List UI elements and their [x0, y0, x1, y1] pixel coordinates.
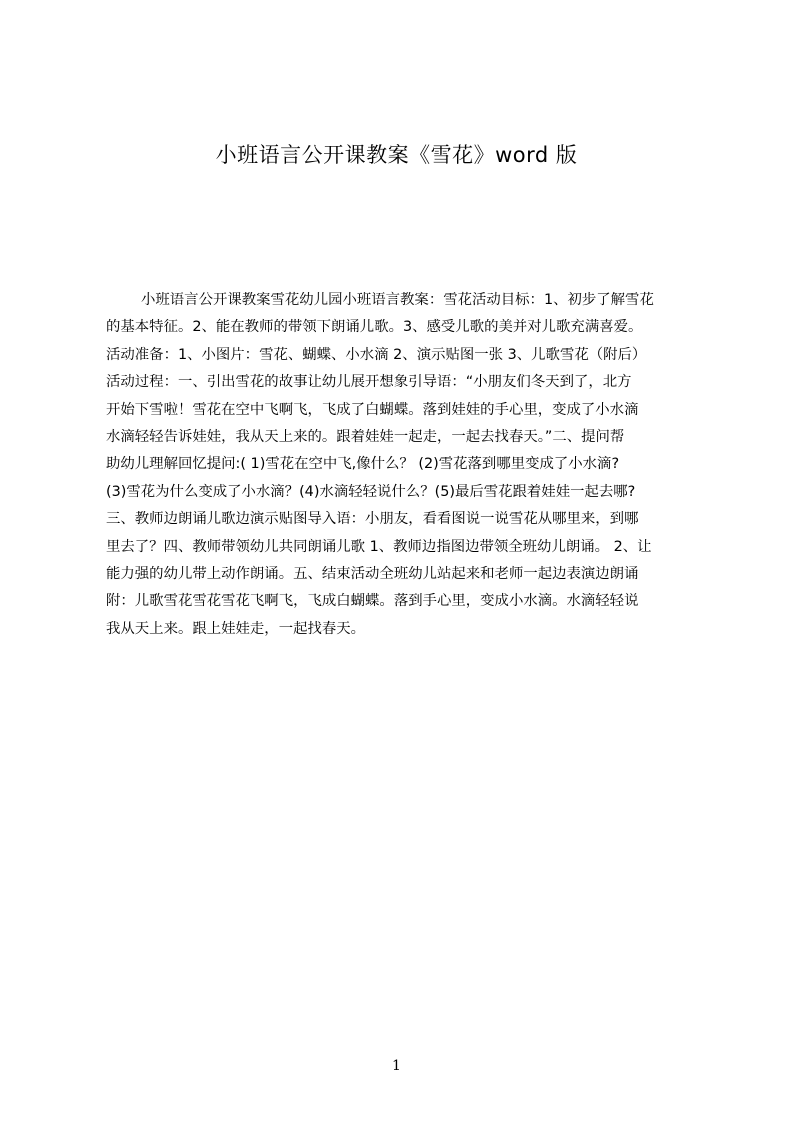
body-line: 的基本特征。2、能在教师的带领下朗诵儿歌。3、感受儿歌的美并对儿歌充满喜爱。 — [106, 319, 643, 336]
body-line: 水滴轻轻告诉娃娃，我从天上来的。跟着娃娃一起走，一起去找春天。”二、提问帮 — [106, 428, 625, 445]
body-line: 里去了？四、教师带领幼儿共同朗诵儿歌 1、教师边指图边带领全班幼儿朗诵。 2、让 — [106, 538, 652, 555]
body-line: 三、教师边朗诵儿歌边演示贴图导入语：小朋友，看看图说一说雪花从哪里来，到哪 — [106, 511, 639, 528]
body-line: 助幼儿理解回忆提问:( 1)雪花在空中飞,像什么？ (2)雪花落到哪里变成了小水滴? — [106, 456, 620, 473]
body-paragraph — [106, 287, 698, 647]
body-line: 我从天上来。跟上娃娃走，一起找春天。 — [106, 620, 366, 637]
document-title: 小班语言公开课教案《雪花》word 版 — [215, 143, 578, 167]
body-line: 能力强的幼儿带上动作朗诵。五、结束活动全班幼儿站起来和老师一起边表演边朗诵 — [106, 565, 639, 582]
body-line: 附：儿歌雪花雪花雪花飞啊飞，飞成白蝴蝶。落到手心里，变成小水滴。水滴轻轻说 — [106, 593, 639, 610]
body-line: 活动过程：一、引出雪花的故事让幼儿展开想象引导语：“小朋友们冬天到了，北方 — [106, 374, 632, 391]
page-number: 1 — [392, 1058, 401, 1074]
body-line: 开始下雪啦！雪花在空中飞啊飞，飞成了白蝴蝶。落到娃娃的手心里，变成了小水滴 — [106, 401, 639, 418]
body-line: (3)雪花为什么变成了小水滴？(4)水滴轻轻说什么？(5)最后雪花跟着娃娃一起去哪? — [106, 483, 636, 500]
body-line: 小班语言公开课教案雪花幼儿园小班语言教案：雪花活动目标：1、初步了解雪花 — [141, 292, 654, 308]
body-line: 活动准备：1、小图片：雪花、蝴蝶、小水滴 2、演示贴图一张 3、儿歌雪花（附后） — [106, 346, 647, 363]
